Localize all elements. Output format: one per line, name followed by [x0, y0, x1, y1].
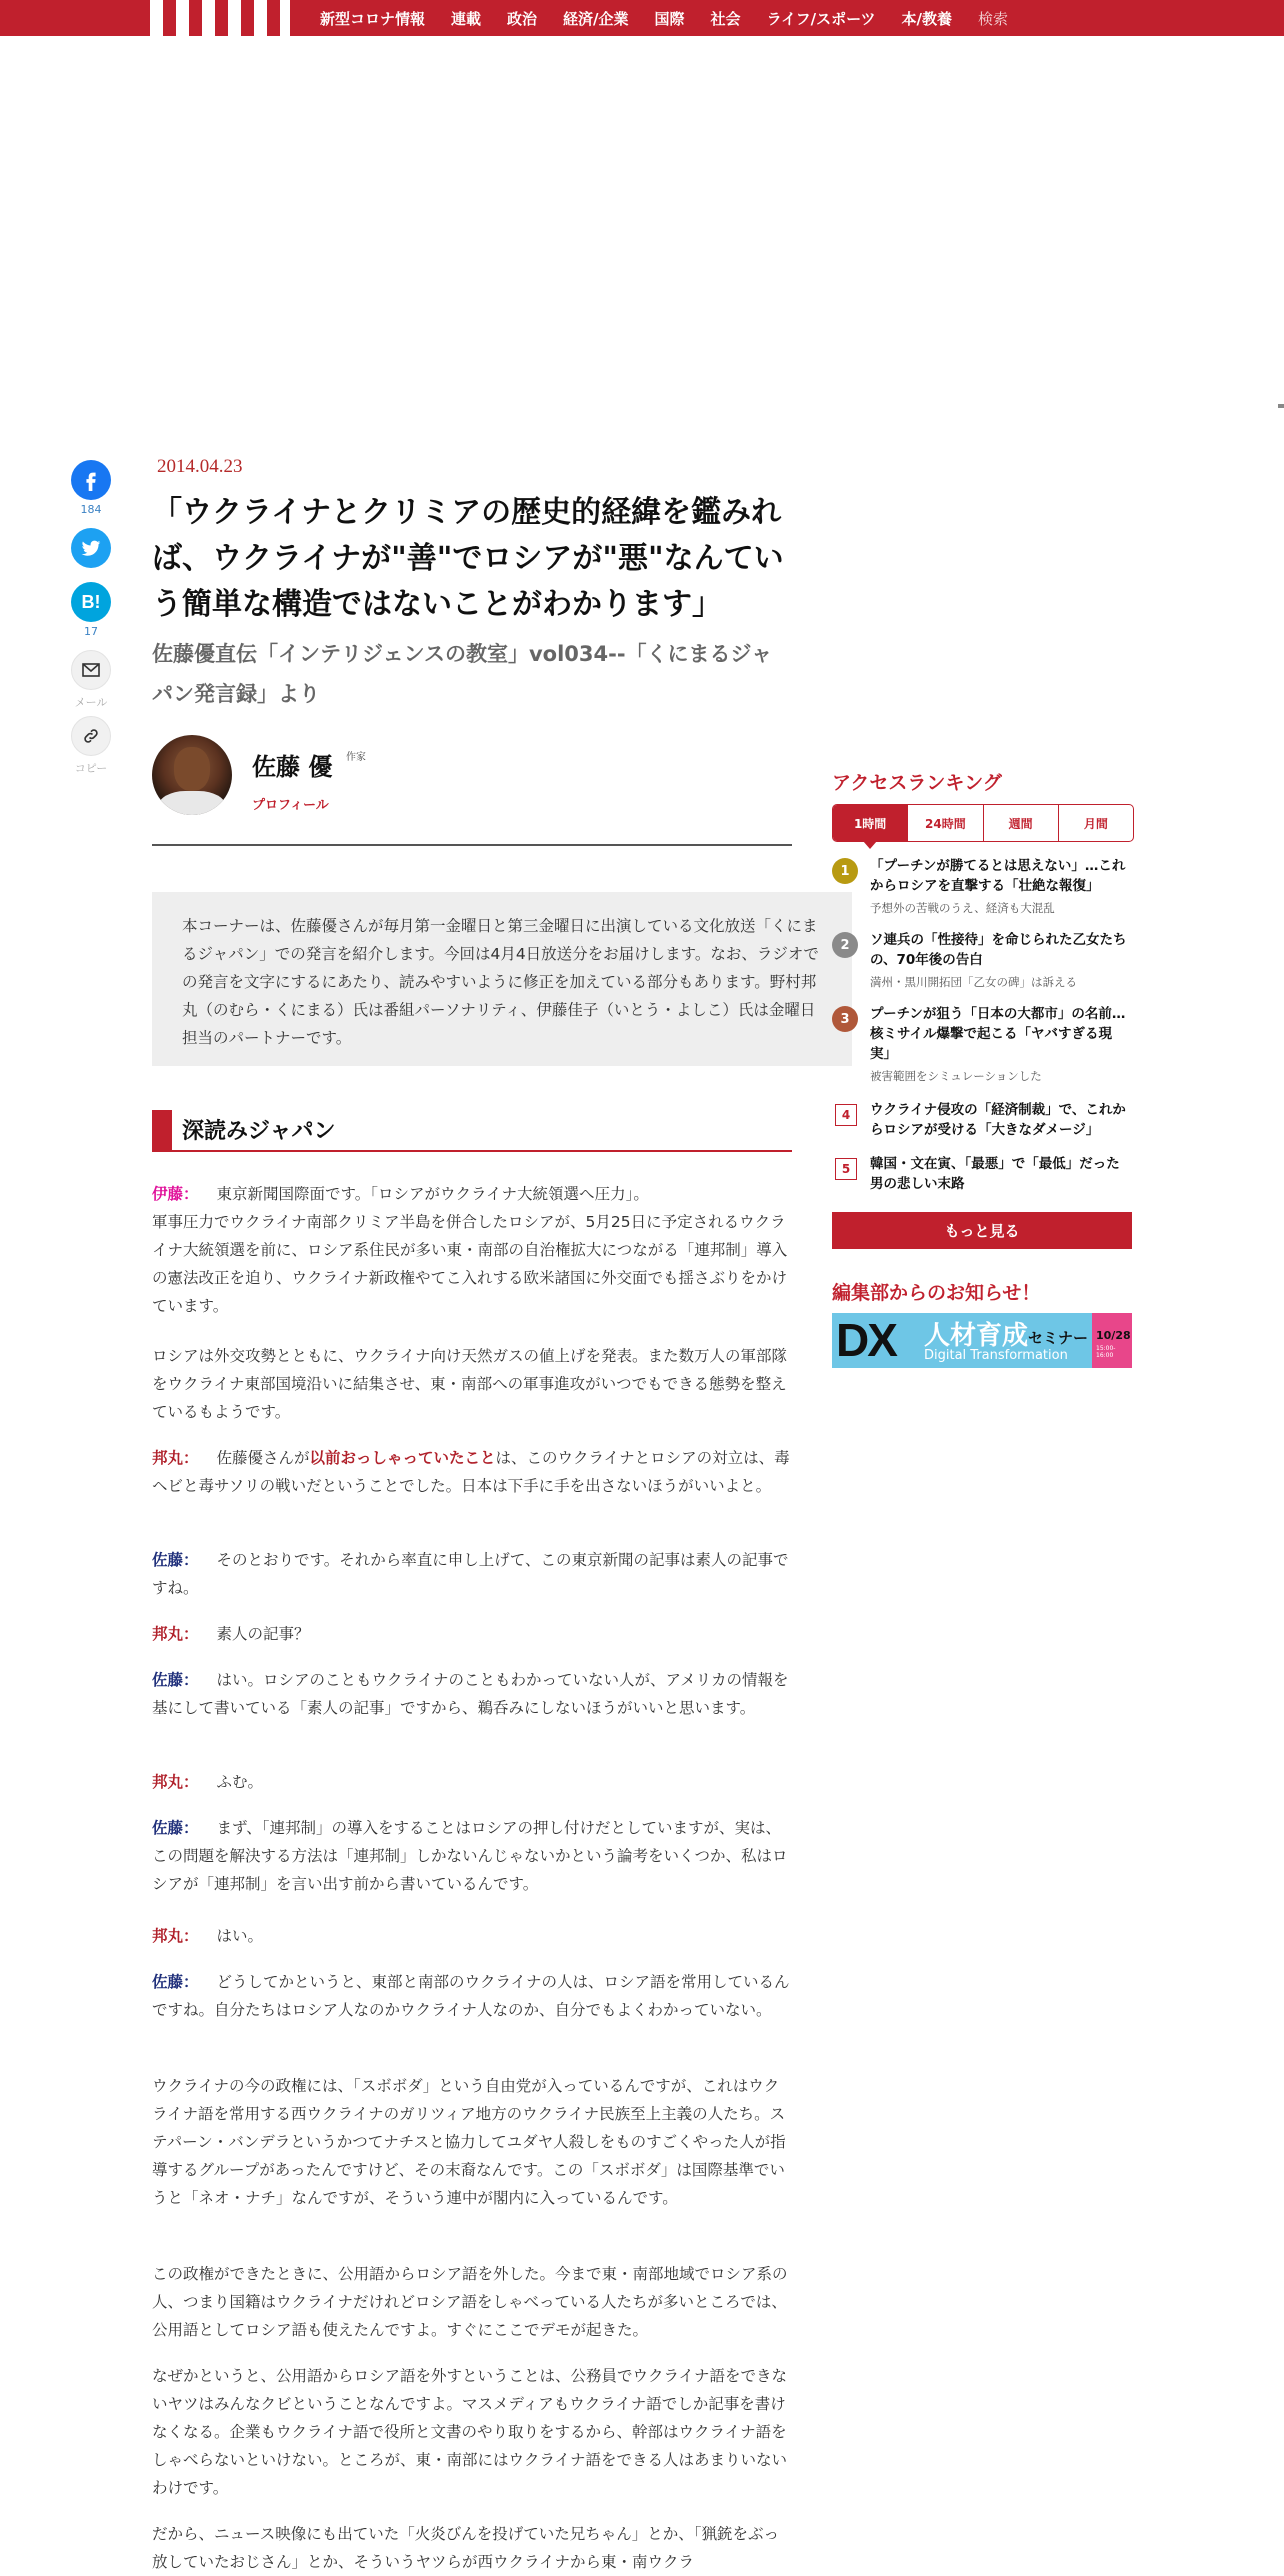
- tab-24hours[interactable]: 24時間: [907, 805, 982, 841]
- speaker-label: 邦丸：: [152, 1449, 199, 1467]
- ranking-subtitle: 予想外の苦戦のうえ、経済も大混乱: [870, 901, 1055, 915]
- mail-label: メール: [74, 696, 108, 709]
- author-name[interactable]: 佐藤 優: [252, 753, 333, 781]
- ranking-item[interactable]: [832, 1100, 1132, 1144]
- paragraph: ウクライナの今の政権には、「スボボダ」という自由党が入っているんですが、これはウクライナ語を常用する西ウクライナのガリツィア地方のウクライナ民族至上主義の人たち。ステパーン・バンデラというかつてナチスと協力してユダヤ人殺しをものすごくやった人が指導するグループがあったんですけど、その末裔なんです。この「スボボダ」は国際基準でいうと「ネオ・ナチ」なんですが、そういう連中が閣内に入っているんです。: [152, 2077, 786, 2207]
- main-nav: [320, 0, 1008, 36]
- rank-badge: 3: [832, 1006, 858, 1032]
- paragraph: 佐藤： まず、「連邦制」の導入をすることはロシアの押し付けだとしていますが、実は、この問題を解決する方法は「連邦制」しかないんじゃないかという論考をいくつか、私はロシアが「連邦制」を言い出す前から書いているんです。: [152, 1819, 788, 1893]
- tab-1hour[interactable]: 1時間: [833, 805, 907, 841]
- banner-seminar: セミナー: [1028, 1329, 1089, 1347]
- share-twitter[interactable]: [70, 528, 112, 568]
- ranking-item[interactable]: [832, 1154, 1132, 1198]
- rank-badge: 4: [835, 1104, 857, 1126]
- mail-icon[interactable]: [71, 650, 111, 690]
- nav-item-economy[interactable]: 経済/企業: [563, 9, 629, 28]
- nav-item-covid[interactable]: 新型コロナ情報: [320, 9, 426, 28]
- ranking-headline[interactable]: ウクライナ侵攻の「経済制裁」で、これからロシアが受ける「大きなダメージ」: [870, 1102, 1126, 1138]
- paragraph: だから、ニュース映像にも出ていた「火炎びんを投げていた兄ちゃん」とか、「猟銃をぶっ放していたおじさん」とか、そういうヤツらが西ウクライナから東・南ウクラ: [152, 2525, 779, 2571]
- speaker-label: 佐藤：: [152, 1671, 199, 1689]
- speaker-label: 邦丸：: [152, 1927, 199, 1945]
- paragraph: 邦丸： 佐藤優さんが以前おっしゃっていたことは、このウクライナとロシアの対立は、毒ヘビと毒サソリの戦いだということでした。日本は下手に手を出さないほうがいいよと。: [152, 1449, 790, 1495]
- ranking-headline[interactable]: プーチンが狙う「日本の大都市」の名前…核ミサイル爆撃で起こる「ヤバすぎる現実」: [870, 1006, 1126, 1062]
- speaker-label: 邦丸：: [152, 1773, 199, 1791]
- hatena-bookmark-icon[interactable]: B!: [71, 582, 111, 622]
- ranking-item[interactable]: [832, 1004, 1132, 1084]
- ranking-item[interactable]: [832, 856, 1132, 916]
- paragraph: 邦丸： ふむ。: [152, 1773, 264, 1791]
- share-facebook[interactable]: [70, 460, 112, 517]
- nav-item-life-sports[interactable]: ライフ/スポーツ: [766, 9, 876, 28]
- speaker-label: 佐藤：: [152, 1973, 199, 1991]
- article-subtitle: 佐藤優直伝「インテリジェンスの教室」vol034--「くにまるジャパン発言録」より: [152, 642, 773, 706]
- speaker-label: 佐藤：: [152, 1551, 199, 1569]
- nav-search-link[interactable]: 検索: [978, 9, 1009, 28]
- banner-title: 人材育成: [924, 1321, 1029, 1351]
- section-title: 深読みジャパン: [182, 1119, 336, 1144]
- twitter-icon[interactable]: [71, 528, 111, 568]
- notice-title: 編集部からのお知らせ！: [832, 1282, 1041, 1304]
- ranking-subtitle: 満州・黒川開拓団「乙女の碑」は訴える: [870, 975, 1077, 989]
- link-icon[interactable]: [71, 716, 111, 756]
- paragraph: 佐藤： どうしてかというと、東部と南部のウクライナの人は、ロシア語を常用しているんですね。自分たちはロシア人なのかウクライナ人なのか、自分でもよくわかっていない。: [152, 1973, 790, 2019]
- ranking-title: アクセスランキング: [832, 772, 1002, 794]
- share-hatena[interactable]: [70, 582, 112, 639]
- intro-box: [152, 892, 852, 1066]
- facebook-icon[interactable]: [71, 460, 111, 500]
- rank-badge: 2: [832, 932, 858, 958]
- hatena-count: 17: [84, 625, 98, 638]
- nav-item-politics[interactable]: 政治: [507, 9, 538, 28]
- inline-link[interactable]: 以前おっしゃっていたこと: [309, 1449, 496, 1467]
- author-avatar[interactable]: [152, 735, 232, 815]
- intro-text: 本コーナーは、佐藤優さんが毎月第一金曜日と第三金曜日に出演している文化放送「くにまるジャパン」での発言を紹介します。今回は4月4日放送分をお届けします。なお、ラジオでの発言を文字にするにあたり、読みやすいように修正を加えている部分もあります。野村邦丸（のむら・くにまる）氏は番組パーソナリティ、伊藤佳子（いとう・よしこ）氏は金曜日担当のパートナーです。: [182, 917, 819, 1047]
- banner-dx-text: DX: [836, 1314, 896, 1366]
- paragraph: なぜかというと、公用語からロシア語を外すということは、公務員でウクライナ語をできないヤツはみんなクビということなんですよ。マスメディアもウクライナ語でしか記事を書けなくなる。企業もウクライナ語で役所と文書のやり取りをするから、幹部はウクライナ語をしゃべらないといけない。ところが、東・南部にはウクライナ語をできる人はあまりいないわけです。: [152, 2367, 788, 2497]
- author-role: 作家: [346, 752, 366, 763]
- nav-item-society[interactable]: 社会: [710, 9, 741, 28]
- nav-item-international[interactable]: 国際: [654, 9, 685, 28]
- author-profile-link[interactable]: プロフィール: [252, 798, 329, 813]
- paragraph: 佐藤： はい。ロシアのこともウクライナのこともわかっていない人が、アメリカの情報を基にして書いている「素人の記事」ですから、鵜呑みにしないほうがいいと思います。: [152, 1671, 789, 1717]
- share-mail[interactable]: [70, 650, 112, 710]
- paragraph: この政権ができたときに、公用語からロシア語を外した。今まで東・南部地域でロシア系の人、つまり国籍はウクライナだけれどロシア語をしゃべっている人たちが多いところでは、公用語としてロシア語も使えたんですよ。すぐにここでデモが起きた。: [152, 2265, 788, 2339]
- edge-marker: [1278, 404, 1284, 408]
- speaker-label: 邦丸：: [152, 1625, 199, 1643]
- rank-badge: 5: [835, 1158, 857, 1180]
- more-button[interactable]: もっと見る: [832, 1212, 1132, 1249]
- speaker-label: 伊藤：: [152, 1185, 199, 1203]
- ranking-item[interactable]: [832, 930, 1132, 990]
- ranking-headline[interactable]: ソ連兵の「性接待」を命じられた乙女たちの、70年後の告白: [870, 932, 1127, 968]
- header-divider: [152, 844, 792, 846]
- nav-item-series[interactable]: 連載: [451, 9, 482, 28]
- rank-badge: 1: [832, 858, 858, 884]
- top-navbar: [0, 0, 1284, 36]
- facebook-count: 184: [80, 503, 102, 516]
- ranking-headline[interactable]: 「プーチンが勝てるとは思えない」…これからロシアを直撃する「壮絶な報復」: [870, 858, 1126, 894]
- paragraph: 邦丸： 素人の記事？: [152, 1625, 310, 1643]
- paragraph: 伊藤： 東京新聞国際面です。「ロシアがウクライナ大統領選へ圧力」。 軍事圧力でウクライナ南部クリミア半島を併合したロシアが、5月25日に予定されるウクライナ大統領選を前に、ロシア系住民が多い東・南部の自治権拡大につながる「連邦制」導入の憲法改正を迫り、ウクライナ新政権やてこ入れする欧米諸国に外交面でも揺さぶりをかけています。: [152, 1185, 788, 1315]
- banner-time: 15:00-16:00: [1096, 1345, 1116, 1359]
- share-copy[interactable]: [70, 716, 112, 776]
- banner-subtitle: Digital Transformation: [924, 1348, 1068, 1363]
- speaker-label: 佐藤：: [152, 1819, 199, 1837]
- article-date: 2014.04.23: [157, 456, 243, 477]
- site-logo[interactable]: [150, 0, 290, 36]
- ranking-subtitle: 被害範囲をシミュレーションした: [870, 1069, 1042, 1083]
- tab-monthly[interactable]: 月間: [1058, 805, 1133, 841]
- ranking-headline[interactable]: 韓国・文在寅、「最悪」で「最低」だった男の悲しい末路: [870, 1156, 1120, 1192]
- article-title: 「ウクライナとクリミアの歴史的経緯を鑑みれば、ウクライナが"善"でロシアが"悪"なんていう簡単な構造ではないことがわかります」: [152, 495, 784, 622]
- dx-seminar-banner[interactable]: [832, 1313, 1132, 1368]
- paragraph: 邦丸： はい。: [152, 1927, 264, 1945]
- paragraph: ロシアは外交攻勢とともに、ウクライナ向け天然ガスの値上げを発表。また数万人の軍部隊をウクライナ東部国境沿いに結集させ、東・南部への軍事進攻がいつでもできる態勢を整えているもようです。: [152, 1347, 788, 1421]
- tab-weekly[interactable]: 週間: [983, 805, 1058, 841]
- copy-label: コピー: [74, 762, 108, 775]
- ranking-tabs: [832, 804, 1134, 842]
- banner-date: 10/28: [1096, 1329, 1131, 1342]
- paragraph: 佐藤： そのとおりです。それから率直に申し上げて、この東京新聞の記事は素人の記事ですね。: [152, 1551, 789, 1597]
- nav-item-books[interactable]: 本/教養: [901, 9, 953, 28]
- section-heading: [152, 1110, 792, 1152]
